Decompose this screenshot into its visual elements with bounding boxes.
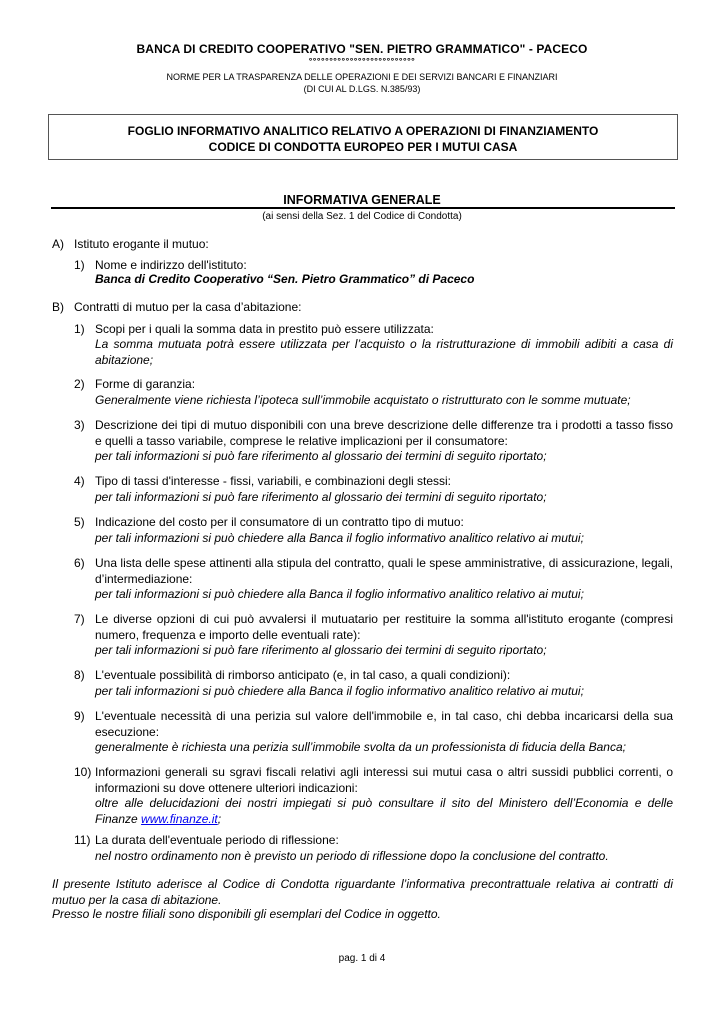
norms-line-2: (DI CUI AL D.LGS. N.385/93) [303,84,421,94]
item-question: Tipo di tassi d'interesse - fissi, variabili, e combinazioni degli stessi: [95,474,451,488]
item-number: 9) [74,709,85,723]
item-question: L'eventuale necessità di una perizia sul valore dell'immobile e, in tal caso, chi debba incaricarsi della sua esecuzione: [95,709,673,739]
norms-line-1: NORME PER LA TRASPARENZA DELLE OPERAZIONI E DEI SERVIZI BANCARI E FINANZIARI [166,72,558,82]
document-title-box [48,114,678,160]
section-subtitle: (ai sensi della Sez. 1 del Codice di Condotta) [262,211,462,222]
item-number: 8) [74,668,85,682]
item-answer: Generalmente viene richiesta l’ipoteca sull’immobile acquistato o ristrutturato con le somme mutuate; [95,393,631,407]
item-answer [95,796,673,827]
item-number: 7) [74,612,85,626]
document-title-line-2: CODICE DI CONDOTTA EUROPEO PER I MUTUI CASA [208,140,518,154]
item-answer: per tali informazioni si può fare riferimento al glossario dei termini di seguito riportato; [95,449,547,463]
section-rule [51,207,675,209]
part-b-label: B) [52,300,64,314]
part-b-heading: Contratti di mutuo per la casa d’abitazione: [74,300,302,314]
item-number: 11) [74,833,91,847]
item-number: 10) [74,765,92,779]
part-a-item-text: Nome e indirizzo dell'istituto: [95,258,247,272]
item-question: Informazioni generali su sgravi fiscali relativi agli interessi sui mutui casa o altri sussidi pubblici correnti, o informazioni su dove ottenere ulteriori indicazioni: [95,765,673,795]
item-answer: per tali informazioni si può chiedere alla Banca il foglio informativo analitico relativo ai mutui; [95,531,584,545]
item-question: L'eventuale possibilità di rimborso anticipato (e, in tal caso, a quali condizioni): [95,668,511,682]
item-number: 6) [74,556,85,570]
item-number: 3) [74,418,85,432]
item-answer: nel nostro ordinamento non è previsto un periodo di riflessione dopo la conclusione del contratto. [95,849,609,863]
item-question: La durata dell'eventuale periodo di riflessione: [95,833,339,847]
closing-paragraph: Il presente Istituto aderisce al Codice di Condotta riguardante l’informativa precontrattuale relativa ai contratti di mutuo per la casa di abitazione. [52,877,673,907]
bank-title: BANCA DI CREDITO COOPERATIVO "SEN. PIETRO GRAMMATICO" - PACECO [136,42,588,56]
part-a-heading: Istituto erogante il mutuo: [74,237,209,251]
item-answer: per tali informazioni si può chiedere alla Banca il foglio informativo analitico relativo ai mutui; [95,684,584,698]
item-question: Indicazione del costo per il consumatore di un contratto tipo di mutuo: [95,515,464,529]
document-title-line-1: FOGLIO INFORMATIVO ANALITICO RELATIVO A OPERAZIONI DI FINANZIAMENTO [127,124,599,138]
item-answer: per tali informazioni si può fare riferimento al glossario dei termini di seguito riportato; [95,490,547,504]
item-number: 1) [74,322,85,336]
section-title: INFORMATIVA GENERALE [283,193,441,207]
finanze-link[interactable]: www.finanze.it [141,811,218,826]
part-a-item-num: 1) [74,258,85,272]
item-answer: per tali informazioni si può chiedere alla Banca il foglio informativo analitico relativo ai mutui; [95,587,584,601]
item-number: 4) [74,474,85,488]
item-question: Scopi per i quali la somma data in prestito può essere utilizzata: [95,322,434,336]
item-question: Descrizione dei tipi di mutuo disponibili con una breve descrizione delle differenze tra i prodotti a tasso fisso e quelli a tasso variabile, comprese le relative implicazioni per il consumatore: [95,418,673,448]
item-number: 2) [74,377,85,391]
item-number: 5) [74,515,85,529]
item-answer: La somma mutuata potrà essere utilizzata per l’acquisto o la ristrutturazione di immobili adibiti a casa di abitazione; [95,337,673,367]
item-answer: generalmente è richiesta una perizia sull’immobile svolta da un professionista di fiducia della Banca; [95,740,626,754]
item-question: Forme di garanzia: [95,377,196,391]
item-question: Le diverse opzioni di cui può avvalersi il mutuatario per restituire la somma all'istituto erogante (compresi numero, frequenza e importo delle eventuali rate): [95,612,673,642]
page-number: pag. 1 di 4 [338,953,386,964]
part-a-label: A) [52,237,64,251]
item-question: Una lista delle spese attinenti alla stipula del contratto, quali le spese amministrative, di assicurazione, legali, d’intermediazione: [95,556,673,586]
item-answer-text: oltre alle delucidazioni dei nostri impiegati si può consultare il sito del Ministero dell’Economia e delle Finanze [95,796,673,826]
part-a-item-answer: Banca di Credito Cooperativo “Sen. Pietro Grammatico” di Paceco [95,272,475,286]
item-answer: per tali informazioni si può fare riferimento al glossario dei termini di seguito riportato; [95,643,547,657]
closing-note: Presso le nostre filiali sono disponibili gli esemplari del Codice in oggetto. [52,907,441,921]
decorative-dots: °°°°°°°°°°°°°°°°°°°°°°°°°° [308,56,416,66]
item-answer-tail: ; [217,811,222,826]
